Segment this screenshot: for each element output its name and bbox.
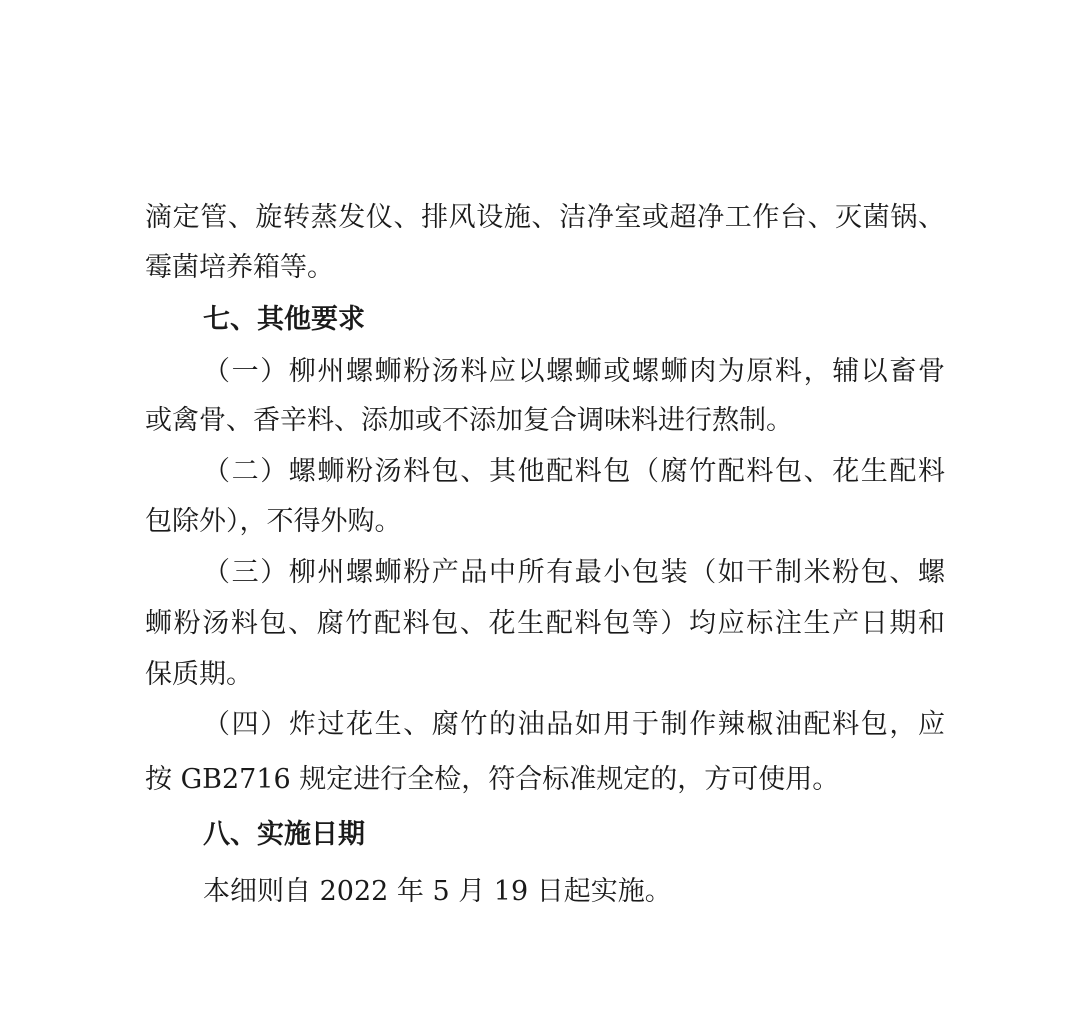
paragraph-line: （一）柳州螺蛳粉汤料应以螺蛳或螺蛳肉为原料，辅以畜骨 <box>203 356 945 387</box>
paragraph-line: 包除外），不得外购。 <box>145 506 402 537</box>
paragraph-line: （二）螺蛳粉汤料包、其他配料包（腐竹配料包、花生配料 <box>203 456 945 487</box>
paragraph-line: 或禽骨、香辛料、添加或不添加复合调味料进行熬制。 <box>145 405 793 436</box>
paragraph-line: （四）炸过花生、腐竹的油品如用于制作辣椒油配料包，应 <box>203 709 945 740</box>
paragraph-line: 按 GB2716 规定进行全检，符合标准规定的，方可使用。 <box>145 764 840 795</box>
paragraph-line: 蛳粉汤料包、腐竹配料包、花生配料包等）均应标注生产日期和 <box>145 608 945 639</box>
paragraph-line: 本细则自 2022 年 5 月 19 日起实施。 <box>203 876 672 907</box>
paragraph-line: （三）柳州螺蛳粉产品中所有最小包装（如干制米粉包、螺 <box>203 557 945 588</box>
paragraph-line: 滴定管、旋转蒸发仪、排风设施、洁净室或超净工作台、灭菌锅、 <box>145 202 945 233</box>
paragraph-line: 保质期。 <box>145 659 253 690</box>
section-heading-implementation-date: 八、实施日期 <box>203 819 365 850</box>
paragraph-line: 霉菌培养箱等。 <box>145 252 334 283</box>
section-heading-other-requirements: 七、其他要求 <box>203 304 365 335</box>
